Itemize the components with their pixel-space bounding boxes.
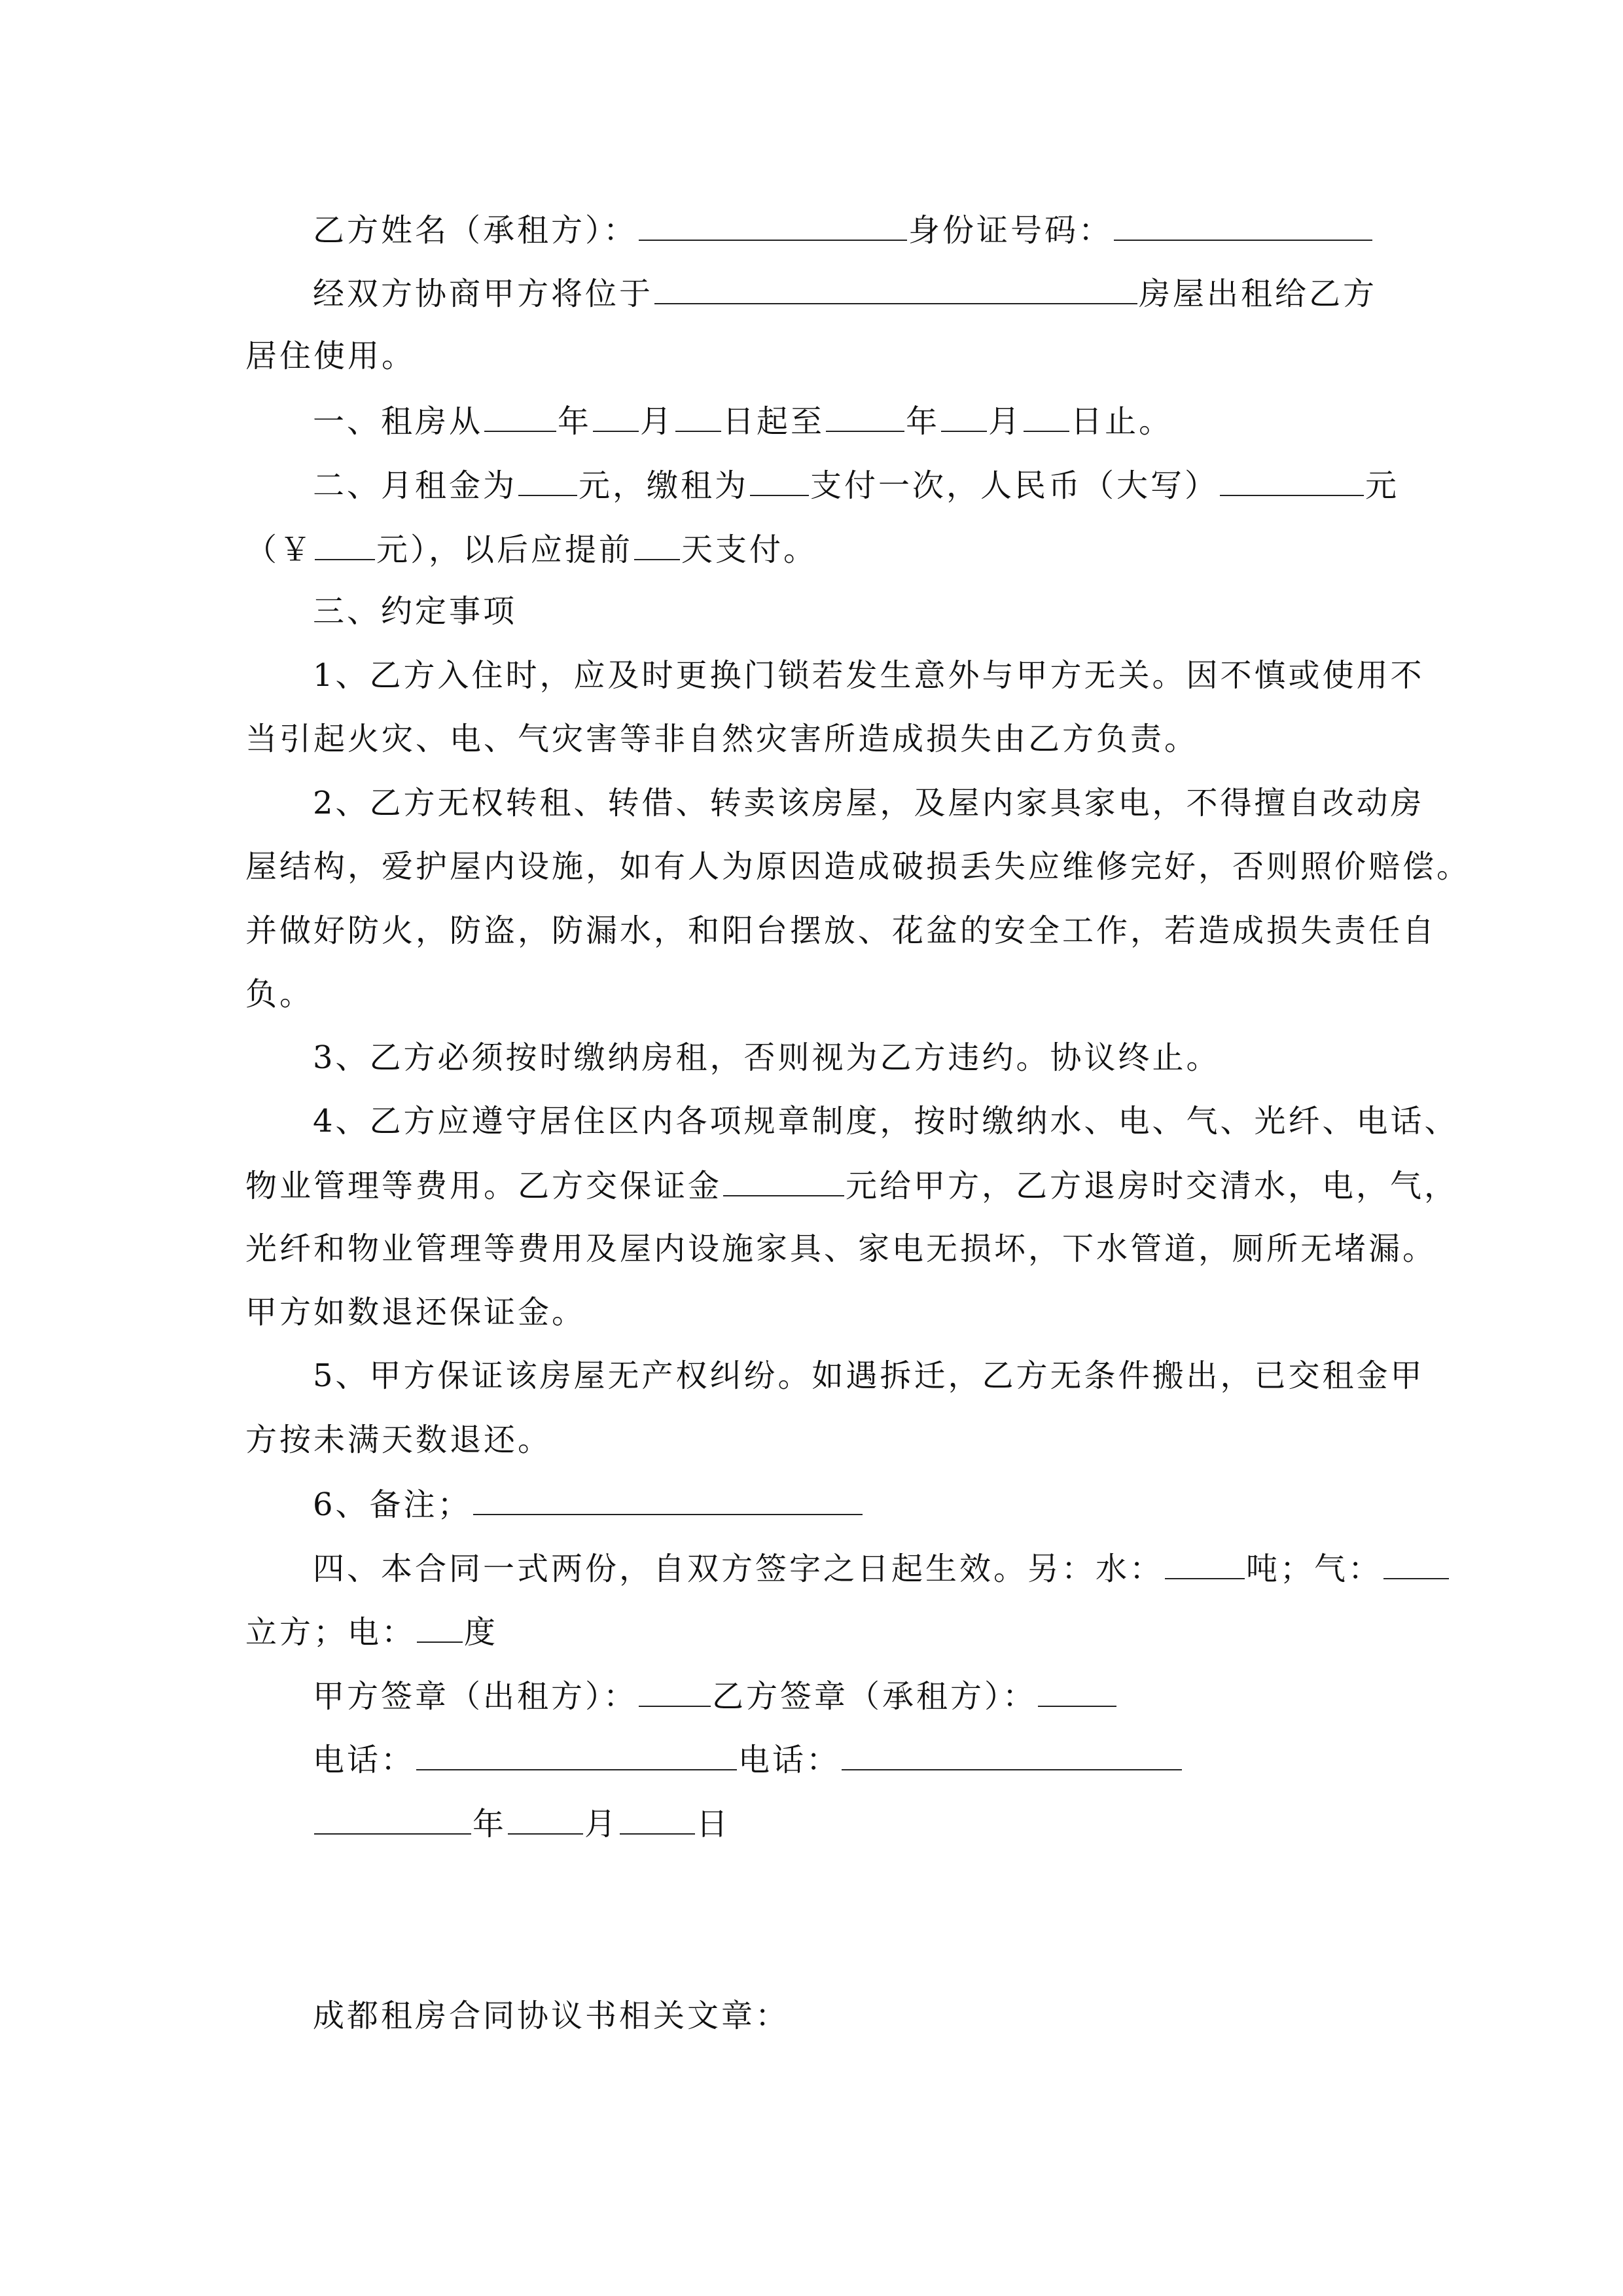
term-text-2: 年 xyxy=(558,403,592,440)
clause1-line1: 1、乙方入住时，应及时更换门锁若发生意外与甲方无关。因不慎或使用不 xyxy=(313,657,1425,694)
term-end-month-blank xyxy=(941,401,987,432)
clause4-line2 xyxy=(245,1165,1458,1206)
date-day-blank xyxy=(620,1803,695,1835)
lessee-name-blank xyxy=(639,209,907,241)
section4-text-3: 立方；电： xyxy=(245,1614,416,1651)
term-line xyxy=(313,401,1173,441)
related-articles-heading: 成都租房合同协议书相关文章： xyxy=(313,1998,790,2034)
term-text-5: 年 xyxy=(906,403,940,440)
signature-line xyxy=(313,1676,1118,1716)
water-blank xyxy=(1165,1548,1245,1579)
date-month-blank xyxy=(508,1803,583,1835)
date-day-label: 日 xyxy=(696,1806,731,1842)
term-text-7: 日止。 xyxy=(1071,403,1173,440)
clause2-line1: 2、乙方无权转租、转借、转卖该房屋，及屋内家具家电，不得擅自改动房 xyxy=(313,785,1425,821)
section4-line2 xyxy=(245,1611,498,1652)
rent-text-1: 二、月租金为 xyxy=(313,467,518,504)
phone-line xyxy=(313,1739,1183,1780)
clause6-label: 6、备注； xyxy=(313,1486,472,1523)
rent-period-blank xyxy=(750,465,809,496)
rent-amount-blank xyxy=(518,465,577,496)
clause2-line3: 并做好防火，防盗，防漏水，和阳台摆放、花盆的安全工作，若造成损失责任自 xyxy=(245,912,1437,949)
term-text-1: 一、租房从 xyxy=(313,403,484,440)
lessee-signature-label: 乙方签章（承租方）： xyxy=(712,1678,1037,1715)
lessee-signature-blank xyxy=(1038,1676,1116,1707)
term-text-3: 月 xyxy=(640,403,675,440)
term-start-month-blank xyxy=(593,401,639,432)
term-start-year-blank xyxy=(484,401,556,432)
clause2-line2: 屋结构，爱护屋内设施，如有人为原因造成破损丢失应维修完好，否则照价赔偿。 xyxy=(245,848,1471,885)
rent-text-5: （￥ xyxy=(245,531,314,568)
term-start-day-blank xyxy=(675,401,721,432)
section4-text-4: 度 xyxy=(464,1614,499,1651)
rent-line xyxy=(313,465,1399,505)
clause6 xyxy=(313,1484,864,1524)
date-year-blank xyxy=(314,1803,471,1835)
remarks-blank xyxy=(473,1484,863,1515)
lessee-id-label: 身份证号码： xyxy=(908,212,1113,249)
date-line xyxy=(313,1803,730,1844)
section4-text-1: 四、本合同一式两份，自双方签字之日起生效。另：水： xyxy=(313,1551,1164,1587)
section3-title: 三、约定事项 xyxy=(313,593,518,630)
date-month-label: 月 xyxy=(584,1806,619,1842)
electricity-blank xyxy=(417,1611,463,1643)
lessee-name-label: 乙方姓名（承租方）： xyxy=(313,212,638,249)
section4-line1 xyxy=(313,1548,1450,1588)
premises-line xyxy=(313,273,1377,314)
rent-text-4: 元 xyxy=(1365,467,1400,504)
lessor-signature-blank xyxy=(639,1676,711,1707)
rent-text-3: 支付一次，人民币（大写） xyxy=(810,467,1219,504)
lessor-phone-blank xyxy=(416,1739,737,1770)
section4-text-2: 吨；气： xyxy=(1246,1551,1383,1587)
premises-prefix: 经双方协商甲方将位于 xyxy=(313,276,654,312)
clause5-line2: 方按未满天数退还。 xyxy=(245,1422,552,1458)
clause4-line2a: 物业管理等费用。乙方交保证金 xyxy=(245,1168,722,1204)
clause3: 3、乙方必须按时缴纳房租，否则视为乙方违约。协议终止。 xyxy=(313,1039,1221,1076)
clause4-line1: 4、乙方应遵守居住区内各项规章制度，按时缴纳水、电、气、光纤、电话、 xyxy=(313,1103,1459,1139)
lessor-phone-label: 电话： xyxy=(313,1742,416,1778)
premises-address-blank xyxy=(654,273,1137,304)
rent-capital-blank xyxy=(1220,465,1364,496)
date-year-label: 年 xyxy=(473,1806,507,1842)
rent-line-2 xyxy=(245,529,817,569)
rent-days-blank xyxy=(634,529,680,560)
clause4-line3: 光纤和物业管理等费用及屋内设施家具、家电无损坏，下水管道，厕所无堵漏。 xyxy=(245,1230,1437,1267)
term-end-year-blank xyxy=(826,401,904,432)
rent-text-2: 元，缴租为 xyxy=(579,467,749,504)
clause4-line4: 甲方如数退还保证金。 xyxy=(245,1294,586,1331)
clause2-line4: 负。 xyxy=(245,976,314,1013)
rent-yuan-blank xyxy=(315,529,375,560)
clause4-line2b: 元给甲方，乙方退房时交清水，电，气， xyxy=(846,1168,1459,1204)
rent-text-6: 元），以后应提前 xyxy=(376,531,633,568)
clause5-line1: 5、甲方保证该房屋无产权纠纷。如遇拆迁，乙方无条件搬出，已交租金甲 xyxy=(313,1357,1425,1394)
gas-blank xyxy=(1383,1548,1449,1579)
rent-text-7: 天支付。 xyxy=(681,531,818,568)
term-text-4: 日起至 xyxy=(722,403,825,440)
lessee-phone-label: 电话： xyxy=(738,1742,841,1778)
premises-suffix: 房屋出租给乙方 xyxy=(1139,276,1378,312)
clause1-line2: 当引起火灾、电、气灾害等非自然灾害所造成损失由乙方负责。 xyxy=(245,721,1199,757)
premises-continuation: 居住使用。 xyxy=(245,338,416,374)
lessor-signature-label: 甲方签章（出租方）： xyxy=(313,1678,638,1715)
lessee-line xyxy=(313,209,1374,250)
lessee-id-blank xyxy=(1114,209,1372,241)
term-end-day-blank xyxy=(1024,401,1069,432)
term-text-6: 月 xyxy=(988,403,1023,440)
deposit-blank xyxy=(723,1165,844,1196)
lessee-phone-blank xyxy=(842,1739,1182,1770)
